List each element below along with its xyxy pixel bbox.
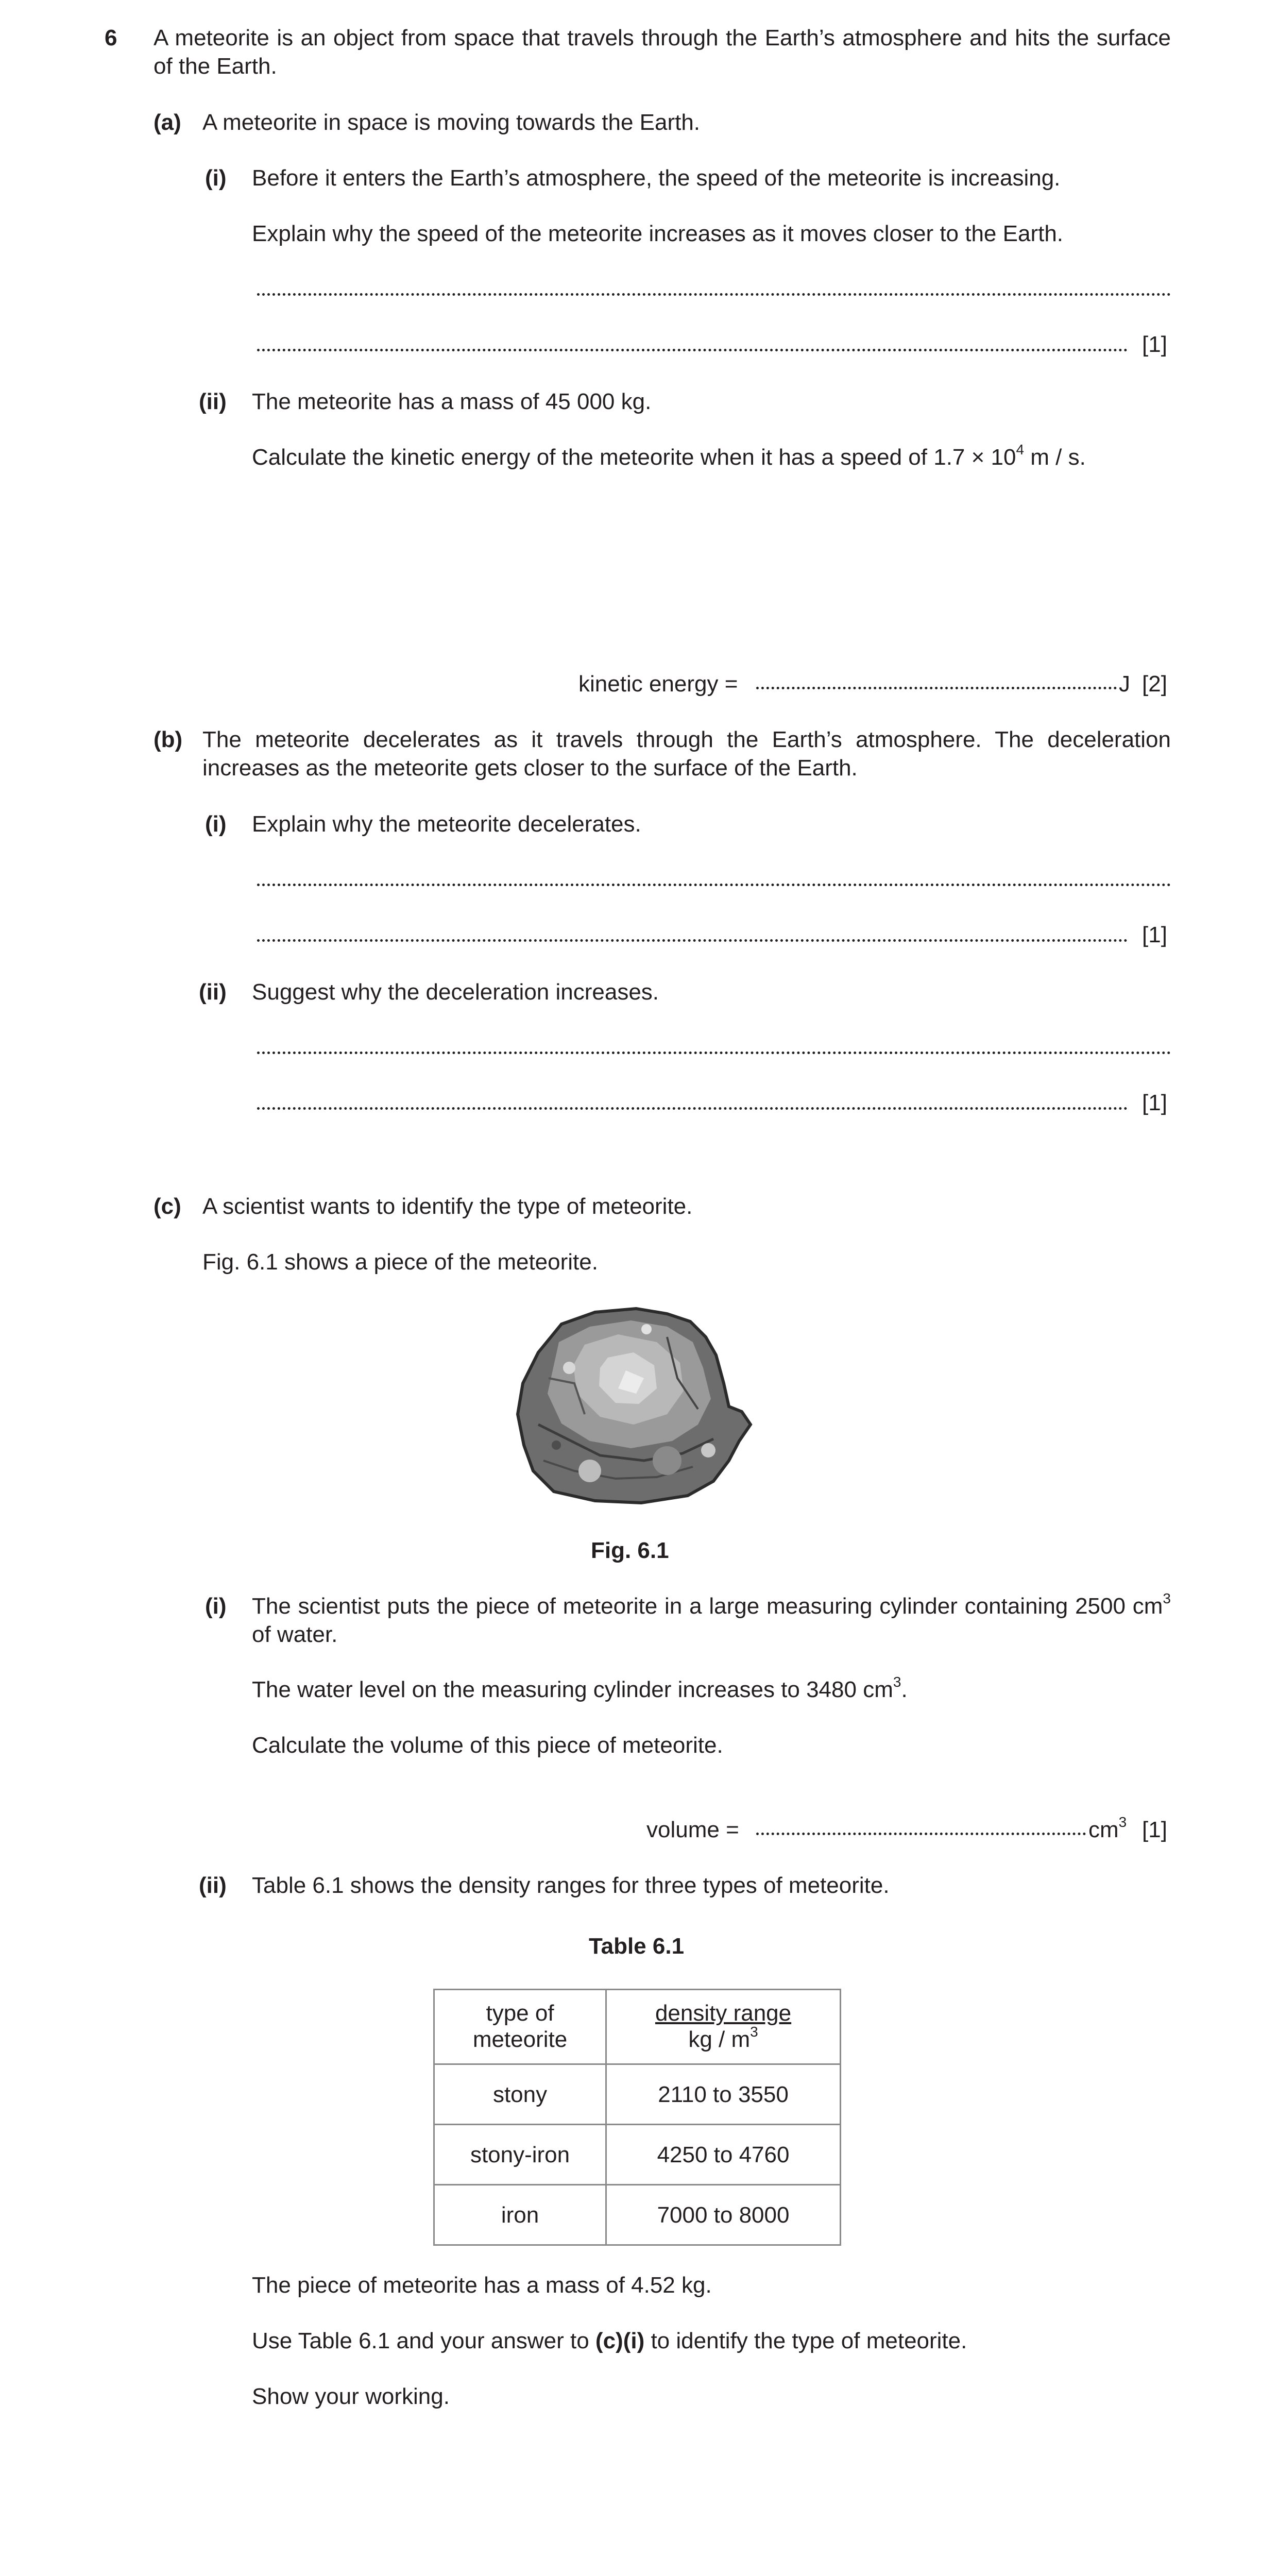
volume-unit: $cm^3$: [1088, 1814, 1127, 1842]
table-row: [434, 2185, 841, 2245]
part-c-ii-text4: Show your working.: [252, 2384, 450, 2409]
part-c-i-text1: The scientist puts the piece of meteorite in a large measuring cylinder containing 2500 $cm^3$ of water.: [252, 1590, 1171, 1647]
table-row: [434, 2064, 841, 2125]
part-a-i-text1: Before it enters the Earth’s atmosphere, the speed of the meteorite is increasing.: [252, 165, 1061, 191]
part-c-i-text3: Calculate the volume of this piece of meteorite.: [252, 1733, 723, 1758]
answer-line[interactable]: [257, 291, 1171, 296]
part-a-i-label: (i): [205, 165, 227, 191]
answer-line[interactable]: [257, 937, 1128, 942]
answer-line[interactable]: [257, 881, 1171, 886]
part-c-label: (c): [154, 1194, 181, 1219]
fig-caption: Fig. 6.1: [591, 1538, 669, 1563]
answer-line[interactable]: [257, 1049, 1171, 1054]
part-a-ii-text2: Calculate the kinetic energy of the meteorite when it has a speed of $1.7 \times 10^4$ m / s.: [252, 442, 1086, 470]
part-b-label: (b): [154, 727, 183, 752]
table-cell-type: stony-iron: [434, 2125, 606, 2185]
density-table: [433, 1989, 841, 2246]
kinetic-energy-answer-line[interactable]: [756, 684, 1117, 689]
part-c-text: A scientist wants to identify the type of meteorite.: [202, 1194, 693, 1219]
marks-c-i: [1]: [1142, 1817, 1167, 1842]
part-a-i-text2: Explain why the speed of the meteorite increases as it moves closer to the Earth.: [252, 221, 1064, 246]
answer-line[interactable]: [257, 346, 1128, 351]
answer-line[interactable]: [257, 1105, 1128, 1110]
part-a-text: A meteorite in space is moving towards the Earth.: [202, 110, 701, 135]
meteorite-image: [513, 1306, 760, 1507]
table-caption: Table 6.1: [589, 1934, 685, 1959]
part-c-ii-text3: Use Table 6.1 and your answer to (c)(i) to identify the type of meteorite.: [252, 2328, 967, 2353]
part-b-ii-text: Suggest why the deceleration increases.: [252, 979, 659, 1005]
part-c-ii-text2: The piece of meteorite has a mass of 4.52 kg.: [252, 2273, 712, 2298]
volume-answer-line[interactable]: [756, 1830, 1086, 1835]
table-cell-range: 2110 to 3550: [606, 2064, 841, 2125]
table-cell-type: stony: [434, 2064, 606, 2125]
question-number: 6: [105, 25, 117, 50]
table-header-row: [434, 1990, 841, 2064]
part-c-i-label: (i): [205, 1594, 227, 1619]
part-b-text: The meteorite decelerates as it travels through the Earth’s atmosphere. The deceleration increases as the meteorite gets closer to the surface of the Earth.: [202, 727, 1171, 781]
marks-b-ii: [1]: [1142, 1090, 1167, 1115]
table-header-type: type of meteorite: [434, 1990, 606, 2064]
part-a-label: (a): [154, 110, 181, 135]
fig-intro: Fig. 6.1 shows a piece of the meteorite.: [202, 1249, 598, 1275]
kinetic-energy-unit: J: [1119, 671, 1130, 697]
table-row: [434, 2125, 841, 2185]
part-b-i-text: Explain why the meteorite decelerates.: [252, 811, 641, 837]
marks-a-i: [1]: [1142, 332, 1167, 357]
kinetic-energy-label: kinetic energy =: [578, 671, 738, 697]
part-c-i-text2: The water level on the measuring cylinder increases to 3480 $cm^3$.: [252, 1674, 908, 1702]
part-a-ii-text1: The meteorite has a mass of 45 000 kg.: [252, 389, 652, 414]
table-cell-range: 7000 to 8000: [606, 2185, 841, 2245]
marks-a-ii: [2]: [1142, 671, 1167, 697]
part-b-i-label: (i): [205, 811, 227, 837]
part-c-ii-label: (ii): [199, 1873, 227, 1898]
question-intro: A meteorite is an object from space that travels through the Earth’s atmosphere and hits the surface of the Earth.: [154, 25, 1171, 79]
part-a-ii-label: (ii): [199, 389, 227, 414]
marks-b-i: [1]: [1142, 922, 1167, 947]
part-b-ii-label: (ii): [199, 979, 227, 1005]
part-c-ii-text: Table 6.1 shows the density ranges for three types of meteorite.: [252, 1873, 890, 1898]
table-cell-range: 4250 to 4760: [606, 2125, 841, 2185]
volume-label: volume =: [646, 1817, 739, 1842]
table-cell-type: iron: [434, 2185, 606, 2245]
table-header-density: density range kg / $m^3$: [606, 1990, 841, 2064]
